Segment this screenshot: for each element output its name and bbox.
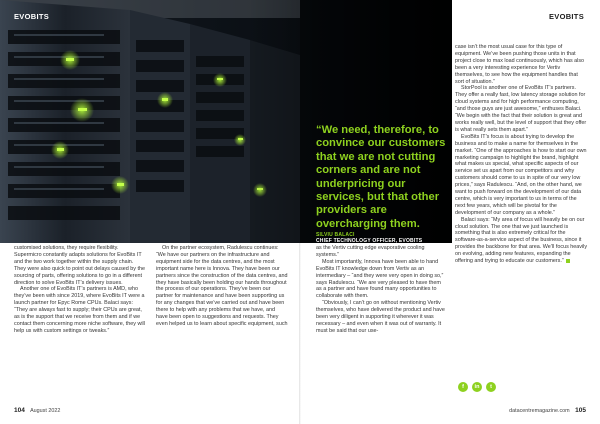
- paragraph: “Obviously, I can’t go on without mentioning Vertiv themselves, who have delivered the product and have been very diligent in supporting it wherever it was necessary – and even when it was out of warranty. It must be said that our use-: [316, 300, 445, 334]
- paragraph: Most importantly, Innova have been able to hand EvoBits IT knowledge down from Vertiv as an intermediary – “and they were very open in doing so,” says Radulescu. “We are very pleased to have them as a partner and have found many opportunities to collaborate with them.: [316, 258, 444, 300]
- body-column-3: [316, 245, 446, 335]
- section-tag-right: EVOBITS: [548, 12, 584, 21]
- body-column-1: [14, 245, 146, 335]
- quote-author-name: SILVIU BALACI: [316, 232, 355, 238]
- social-icons: [458, 382, 496, 392]
- twitter-icon[interactable]: t: [486, 382, 496, 392]
- website-link[interactable]: datacentremagazine.com: [509, 408, 570, 414]
- quote-attribution: [316, 232, 456, 245]
- pull-quote: “We need, therefore, to convince our customers that we are not cutting corners and are not underpricing our services, but that other providers are overcharging them.: [316, 124, 446, 230]
- body-column-2: [156, 245, 288, 328]
- page-number-right: 105: [575, 407, 586, 414]
- paragraph: StorPool is another one of EvoBits IT’s partners. They offer a really fast, low latency storage solution for cloud systems and for high performance computing, “and those guys are just awesome,” enthuses Balaci. “We begin with the fact that their solution is great and works really well, but the level of support that they offer is what really sets them apart.”: [455, 85, 587, 133]
- page-number-left: 104: [14, 407, 25, 414]
- section-tag-left: EVOBITS: [14, 12, 50, 21]
- paragraph: customised solutions, they require flexibility. Supermicro constantly adapts solutions for EvoBits IT and the two work together within the supply chain. They were also quick to point out delays caused by the sourcing of parts, offering solutions to go in a different direction to solve EvoBits IT’s delivery issues.: [14, 245, 145, 286]
- paragraph: EvoBits IT’s focus is about trying to develop the business and to make a name for themselves in the market. “One of the approaches is how to start our own marketing campaign to highlight the brand, highlight what makes us special, what specific aspects of our service set us apart from our competitors and why customers should come to us in spite of our very low prices,” says Radulescu. “And, on the other hand, we want to push forward on the development of our data centre, which is very important to us in terms of the next few years, which will be pivotal for the development of our company as a whole.”: [455, 133, 587, 216]
- footer-left: [14, 407, 60, 414]
- facebook-icon[interactable]: f: [458, 382, 468, 392]
- body-column-4: [455, 44, 588, 265]
- paragraph-text: Balaci says: “My area of focus will heavily be on our cloud solution. The one that we just launched is something that is also extremely critical for the software-as-a-service aspect of the business, since it provides the backbone for that area. We’ll focus heavily on evolving, adding new features, expanding the offering and trying to educate our customers.”: [455, 216, 588, 265]
- linkedin-icon[interactable]: in: [472, 382, 482, 392]
- quote-author-role: CHIEF TECHNOLOGY OFFICER, EVOBITS: [316, 238, 423, 245]
- footer-right: [509, 407, 586, 414]
- paragraph: as the Vertiv cutting edge evaporative cooling systems.”: [316, 245, 425, 258]
- paragraph-last: [455, 217, 588, 265]
- paragraph: On the partner ecosystem, Radulescu continues: “We have our partners on the infrastructure and equipment side for the data centres, and the most important name here is Innova. They have been our partners since the construction of the data centres, and they have basically been holding our hands throughout the process of our operations. They’ve been our partner for maintenance and have been supporting us for any changes that we’ve carried out and have been there to help with any problems that we have, and have been open to suggestions and requests. They even helped us to learn about specific equipment, such: [156, 245, 288, 327]
- paragraph: Another one of EvoBits IT’s partners is AMD, who they’ve been with since 2019, where EvoBits IT were a launch partner for Epyc Rome CPUs. Balaci says: “They are always fast to supply; their CPUs are great, as is the support that we receive from them and if we contact them concerning more niche software, they will help us with custom settings or tweaks.”: [14, 286, 145, 334]
- end-mark-icon: [566, 259, 570, 263]
- paragraph: case isn’t the most usual case for this type of equipment. We’ve been pushing those units in that project close to max load continuously, which has also been a very interesting experience for Vertiv themselves, to see how the equipment handles that sort of situation.”: [455, 44, 585, 85]
- issue-date: August 2022: [30, 408, 61, 414]
